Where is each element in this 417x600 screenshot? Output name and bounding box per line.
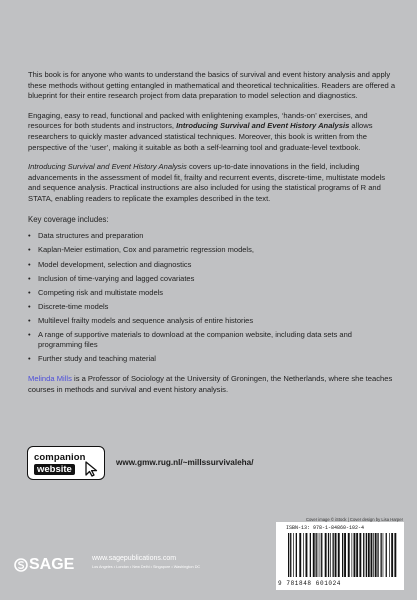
publisher-cities: Los Angeles • London • New Delhi • Singapore • Washington DC xyxy=(92,565,201,569)
author-name: Melinda Mills xyxy=(28,374,72,384)
coverage-item: • Discrete-time models xyxy=(28,302,396,312)
coverage-item: • A range of supportive materials to download at the companion website, including data sets and programming files xyxy=(28,330,396,350)
coverage-item: • Competing risk and multistate models xyxy=(28,288,396,298)
companion-label: companion xyxy=(34,452,86,463)
barcode-icon xyxy=(282,533,400,579)
coverage-item: • Further study and teaching material xyxy=(28,354,396,364)
author-bio-text: is a Professor of Sociology at the University of Groningen, the Netherlands, where she teaches courses in methods and survival and event history analysis. xyxy=(28,374,393,394)
cursor-icon xyxy=(84,461,100,477)
isbn-label: ISBN-13: 978-1-84860-102-4 xyxy=(286,525,365,531)
companion-website-badge xyxy=(27,446,105,480)
coverage-item: • Data structures and preparation xyxy=(28,231,396,241)
cover-credits: Cover image © iStock | Cover design by Lisa Harper xyxy=(305,517,403,522)
book-title: Introducing Survival and Event History Analysis xyxy=(176,121,350,131)
sage-circle-icon xyxy=(14,558,28,572)
intro-paragraph: This book is for anyone who wants to understand the basics of survival and event history analysis and apply these methods without getting entangled in mathematical and theoretical technicalities. Readers are offered a blueprint for their entire research project from data preparation to model selection and diagnostics. xyxy=(28,70,396,101)
sage-wordmark: SAGE xyxy=(29,556,75,573)
publisher-url: www.sagepublications.com xyxy=(92,555,177,562)
coverage-list xyxy=(28,231,396,364)
author-bio xyxy=(28,374,396,395)
para2-part1: Engaging, easy to read, functional and packed with enlightening examples, ‘hands-on’ exercises, and resources for both students and instructors, xyxy=(28,110,368,131)
barcode-area xyxy=(276,522,404,590)
blurb-text xyxy=(28,70,396,404)
coverage-item: • Inclusion of time-varying and lagged covariates xyxy=(28,274,396,284)
para3-part: covers up-to-date innovations in the field, including advancements in the assessment of model fit, frailty and recurrent events, discrete-time, multistate models and sequence analysis. Practical instructions are also included for using the statistical programs of R and STATA, enabling readers to replicate the examples described in the text. xyxy=(28,162,386,203)
barcode-digits: 9 781848 601024 xyxy=(278,580,342,587)
paragraph-2 xyxy=(28,111,396,153)
book-title-2: Introducing Survival and Event History Analysis xyxy=(28,162,187,172)
coverage-item: • Kaplan-Meier estimation, Cox and parametric regression models, xyxy=(28,245,396,255)
sage-logo xyxy=(14,556,74,574)
companion-url: www.gmw.rug.nl/~millssurvivaleha/ xyxy=(116,458,254,467)
coverage-item: • Model development, selection and diagnostics xyxy=(28,260,396,270)
website-label: website xyxy=(34,464,75,475)
coverage-item: • Multilevel frailty models and sequence analysis of entire histories xyxy=(28,316,396,326)
key-coverage-title: Key coverage includes: xyxy=(28,214,109,224)
para2-part2: allows researchers to quickly master advanced statistical techniques. Moreover, this book is written from the perspective of the ‘user’, making it suitable as both a self-learning tool and graduate-level textbook. xyxy=(28,121,373,152)
paragraph-3 xyxy=(28,162,396,204)
